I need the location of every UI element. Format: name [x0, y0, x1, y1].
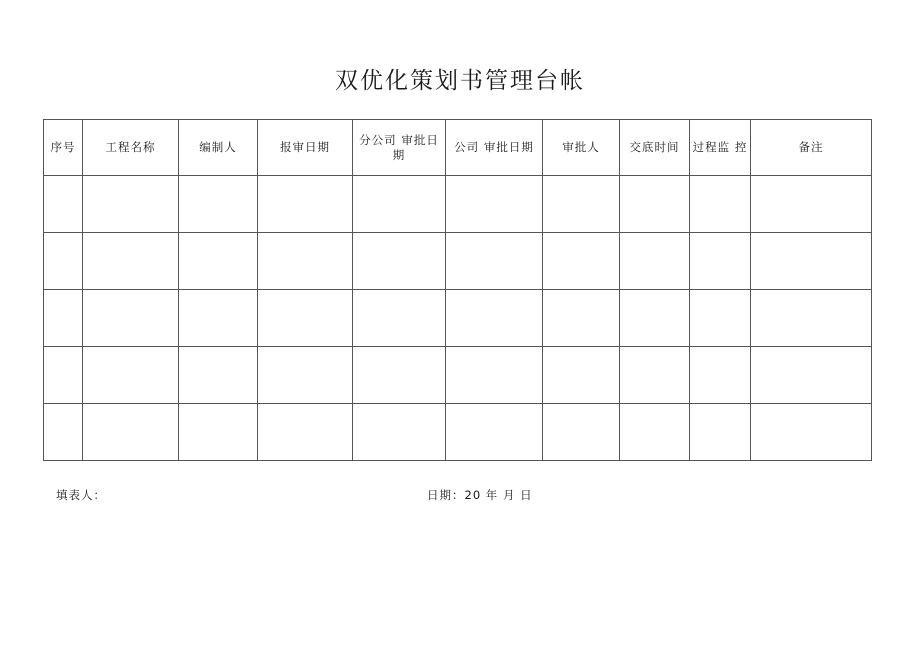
- table-cell[interactable]: [543, 290, 620, 347]
- header-branch-approval-date: 分公司 审批日期: [353, 120, 446, 176]
- filler-label: 填表人：: [56, 488, 106, 502]
- table-cell[interactable]: [543, 233, 620, 290]
- table-cell[interactable]: [620, 233, 690, 290]
- document-title: 双优化策划书管理台帐: [335, 68, 585, 94]
- table-cell[interactable]: [690, 347, 751, 404]
- table-cell[interactable]: [44, 290, 83, 347]
- table-cell[interactable]: [83, 290, 179, 347]
- header-briefing-time: 交底时间: [620, 120, 690, 176]
- table-cell[interactable]: [751, 404, 872, 461]
- table-cell[interactable]: [353, 176, 446, 233]
- table-row: [44, 233, 872, 290]
- table-cell[interactable]: [690, 404, 751, 461]
- table-cell[interactable]: [179, 290, 258, 347]
- table-row: [44, 290, 872, 347]
- table-cell[interactable]: [353, 404, 446, 461]
- header-remarks: 备注: [751, 120, 872, 176]
- table-cell[interactable]: [179, 347, 258, 404]
- table-row: [44, 176, 872, 233]
- table-cell[interactable]: [543, 176, 620, 233]
- table-cell[interactable]: [620, 290, 690, 347]
- table-cell[interactable]: [543, 347, 620, 404]
- table-cell[interactable]: [446, 404, 543, 461]
- ledger-table: [43, 119, 872, 461]
- table-cell[interactable]: [543, 404, 620, 461]
- table-cell[interactable]: [258, 347, 353, 404]
- table-cell[interactable]: [446, 176, 543, 233]
- table-cell[interactable]: [690, 290, 751, 347]
- table-cell[interactable]: [620, 404, 690, 461]
- table-cell[interactable]: [83, 404, 179, 461]
- table-cell[interactable]: [83, 176, 179, 233]
- table-cell[interactable]: [353, 347, 446, 404]
- table-cell[interactable]: [690, 176, 751, 233]
- table-cell[interactable]: [179, 404, 258, 461]
- table-cell[interactable]: [446, 290, 543, 347]
- table-cell[interactable]: [620, 347, 690, 404]
- table-row: [44, 347, 872, 404]
- header-project-name: 工程名称: [83, 120, 179, 176]
- table-cell[interactable]: [751, 290, 872, 347]
- table-cell[interactable]: [83, 233, 179, 290]
- table-cell[interactable]: [179, 176, 258, 233]
- table-cell[interactable]: [258, 233, 353, 290]
- table-cell[interactable]: [44, 233, 83, 290]
- table-cell[interactable]: [446, 347, 543, 404]
- table-cell[interactable]: [44, 176, 83, 233]
- table-cell[interactable]: [258, 404, 353, 461]
- table-cell[interactable]: [353, 290, 446, 347]
- table-header-row: [44, 120, 872, 176]
- header-author: 编制人: [179, 120, 258, 176]
- table-cell[interactable]: [751, 233, 872, 290]
- header-company-approval-date: 公司 审批日期: [446, 120, 543, 176]
- table-row: [44, 404, 872, 461]
- table-cell[interactable]: [751, 176, 872, 233]
- table-cell[interactable]: [690, 233, 751, 290]
- table-cell[interactable]: [751, 347, 872, 404]
- table-cell[interactable]: [44, 347, 83, 404]
- header-submission-date: 报审日期: [258, 120, 353, 176]
- table-cell[interactable]: [83, 347, 179, 404]
- table-cell[interactable]: [258, 176, 353, 233]
- table-cell[interactable]: [353, 233, 446, 290]
- header-approver: 审批人: [543, 120, 620, 176]
- header-process-monitoring: 过程监 控: [690, 120, 751, 176]
- table-cell[interactable]: [446, 233, 543, 290]
- table-cell[interactable]: [179, 233, 258, 290]
- table-cell[interactable]: [620, 176, 690, 233]
- table-cell[interactable]: [44, 404, 83, 461]
- table-cell[interactable]: [258, 290, 353, 347]
- header-serial-number: 序号: [44, 120, 83, 176]
- date-label: 日期：20 年 月 日: [427, 488, 533, 502]
